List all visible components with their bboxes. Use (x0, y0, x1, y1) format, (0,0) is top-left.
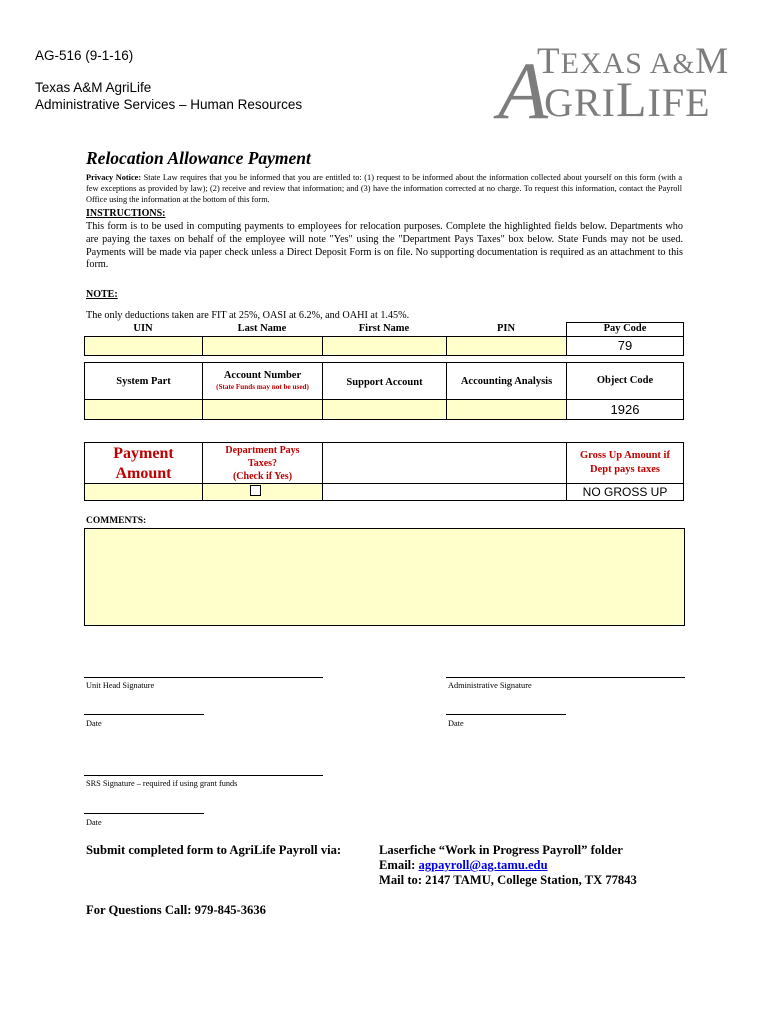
email-line (379, 858, 548, 873)
payment-amount-line2: Amount (115, 465, 172, 482)
logo-texas-am: TEXAS A&M (537, 41, 730, 82)
support-account-header: Support Account (346, 377, 423, 388)
first-name-input[interactable] (322, 336, 447, 356)
payment-amount-input[interactable] (84, 483, 203, 501)
date-label-2: Date (448, 719, 464, 728)
privacy-notice (86, 172, 682, 206)
pin-input[interactable] (446, 336, 567, 356)
gross-up-line1: Gross Up Amount if (580, 450, 670, 461)
blank-value-cell (322, 483, 567, 501)
logo-agrilife: AGRILIFE (498, 45, 711, 136)
date-label-1: Date (86, 719, 102, 728)
mail-address: Mail to: 2147 TAMU, College Station, TX 77843 (379, 873, 637, 887)
date-line-2[interactable] (446, 714, 566, 715)
date-label-3: Date (86, 818, 102, 827)
blank-header-cell (322, 442, 567, 484)
pay-code-value: 79 (566, 336, 684, 356)
dept-pays-line2: Taxes? (247, 458, 278, 469)
dept-pays-header (202, 444, 323, 483)
object-code-header: Object Code (596, 375, 654, 386)
email-label: Email: (379, 858, 419, 872)
email-link[interactable]: agpayroll@ag.tamu.edu (418, 858, 548, 872)
privacy-label: Privacy Notice: (86, 173, 142, 182)
srs-signature-line[interactable] (84, 775, 323, 776)
gross-up-value: NO GROSS UP (566, 483, 684, 501)
pay-code-header: Pay Code (603, 323, 647, 334)
form-code: AG-516 (9-1-16) (35, 48, 134, 63)
questions-phone: For Questions Call: 979-845-3636 (86, 903, 266, 917)
pin-header: PIN (496, 323, 516, 334)
last-name-header: Last Name (237, 323, 287, 334)
dept-pays-cell (202, 483, 323, 501)
account-number-header: Account Number (223, 370, 302, 381)
account-number-input[interactable] (202, 399, 323, 420)
object-code-value: 1926 (566, 399, 684, 420)
laserfiche-text: Laserfiche “Work in Progress Payroll” folder (379, 843, 623, 857)
org-name: Texas A&M AgriLife (35, 80, 152, 95)
date-line-1[interactable] (84, 714, 204, 715)
uin-header: UIN (133, 323, 153, 334)
date-line-3[interactable] (84, 813, 204, 814)
payment-amount-line1: Payment (113, 445, 174, 462)
system-part-header: System Part (116, 376, 171, 387)
accounting-analysis-header: Accounting Analysis (460, 376, 553, 387)
gross-up-line2: Dept pays taxes (590, 464, 660, 475)
privacy-text: State Law requires that you be informed that you are entitled to: (1) request to be informed about the information collected about yourself on this form (with a few exceptions as provided by law); (2) receive and review that information; and (3) have the information corrected at no charge. To request this information, contact the Payroll Office using the information at the bottom of this form. (86, 173, 682, 205)
comments-textarea[interactable] (84, 528, 685, 626)
note-heading: NOTE: (86, 289, 118, 300)
dept-pays-line3: (Check if Yes) (232, 471, 293, 482)
comments-label: COMMENTS: (86, 516, 147, 526)
submit-label: Submit completed form to AgriLife Payroll via: (86, 843, 342, 857)
first-name-header: First Name (358, 323, 410, 334)
srs-signature-label: SRS Signature – required if using grant funds (86, 779, 238, 788)
last-name-input[interactable] (202, 336, 323, 356)
dept-pays-checkbox[interactable] (250, 485, 261, 496)
page-title: Relocation Allowance Payment (86, 148, 311, 168)
account-number-note: (State Funds may not be used) (216, 383, 309, 391)
system-part-input[interactable] (84, 399, 203, 420)
uin-input[interactable] (84, 336, 203, 356)
unit-head-signature-label: Unit Head Signature (86, 681, 155, 690)
instructions-heading: INSTRUCTIONS: (86, 208, 166, 219)
account-number-header-cell (202, 362, 323, 400)
instructions-text: This form is to be used in computing payments to employees for relocation purposes. Complete the highlighted fields below. Departments who are paying the taxes on behalf of the employee will note "Yes" using the "Department Pays Taxes" box below. State Funds may not be used. Payments will be made via paper check unless a Direct Deposit Form is on file. No supporting documentation is required as an attachment to this form. (86, 221, 683, 271)
admin-signature-line[interactable] (446, 677, 685, 678)
gross-up-header (566, 449, 684, 477)
accounting-analysis-input[interactable] (446, 399, 567, 420)
admin-signature-label: Administrative Signature (448, 681, 532, 690)
dept-pays-line1: Department Pays (225, 445, 300, 456)
support-account-input[interactable] (322, 399, 447, 420)
payment-amount-header (84, 444, 203, 484)
unit-head-signature-line[interactable] (84, 677, 323, 678)
deductions-note: The only deductions taken are FIT at 25%, OASI at 6.2%, and OAHI at 1.45%. (86, 310, 410, 321)
org-department: Administrative Services – Human Resources (35, 97, 303, 112)
